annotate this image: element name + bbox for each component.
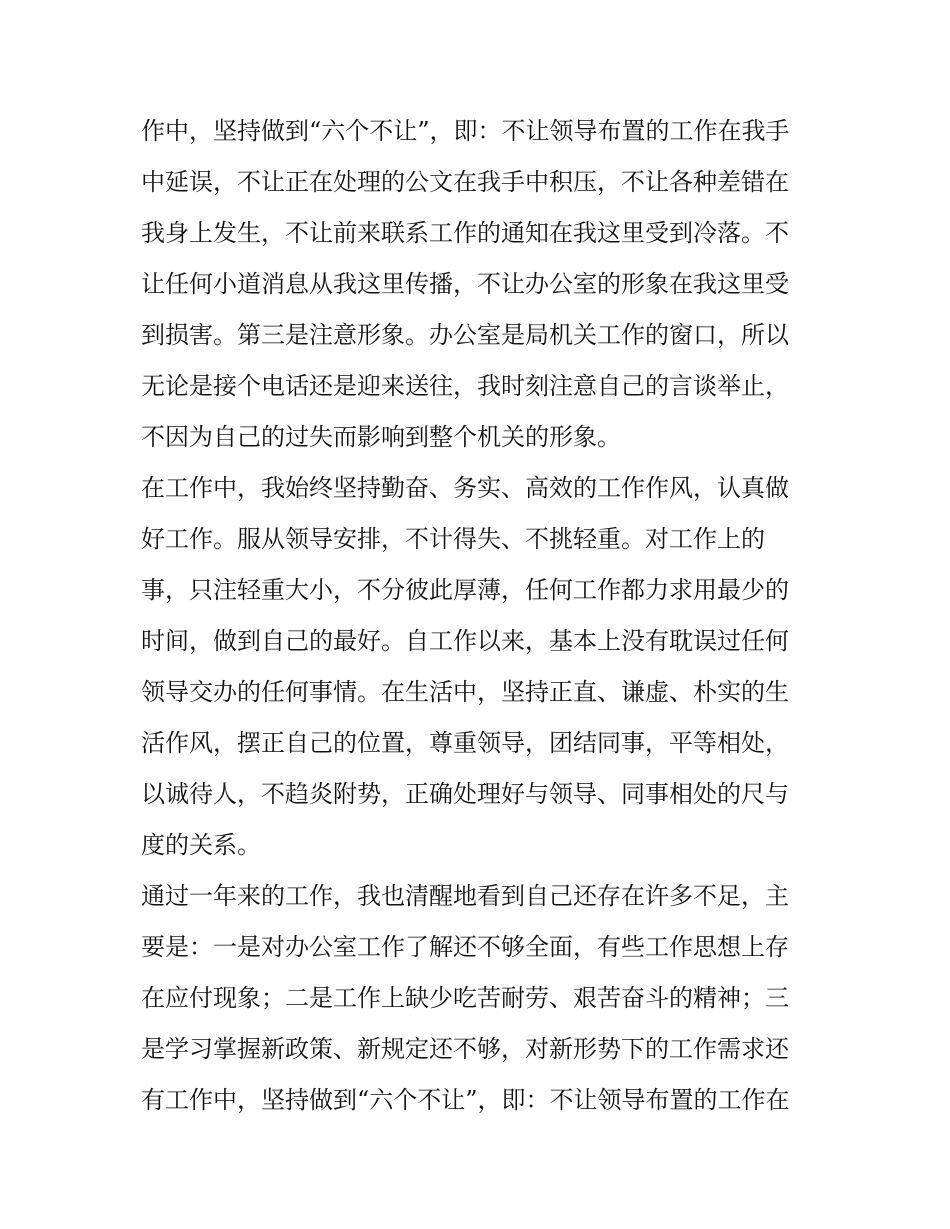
- text-line: 时间，做到自己的最好。自工作以来，基本上没有耽误过任何: [141, 627, 789, 655]
- text-line: 是学习掌握新政策、新规定还不够，对新形势下的工作需求还: [141, 1035, 789, 1063]
- text-line: 中延误，不让正在处理的公文在我手中积压，不让各种差错在: [141, 168, 789, 196]
- text-line: 不因为自己的过失而影响到整个机关的形象。: [141, 423, 621, 451]
- text-line: 通过一年来的工作，我也清醒地看到自己还存在许多不足，主: [141, 882, 789, 910]
- text-line: 有工作中，坚持做到“六个不让”，即：不让领导布置的工作在: [141, 1086, 790, 1114]
- text-line: 以诚待人，不趋炎附势，正确处理好与领导、同事相处的尺与: [141, 780, 789, 808]
- text-line: 在工作中，我始终坚持勤奋、务实、高效的工作作风，认真做: [141, 474, 789, 502]
- text-line: 度的关系。: [141, 831, 261, 859]
- text-line: 无论是接个电话还是迎来送往，我时刻注意自己的言谈举止，: [141, 372, 789, 400]
- document-body: [141, 106, 821, 1126]
- text-line: 到损害。第三是注意形象。办公室是局机关工作的窗口，所以: [141, 321, 789, 349]
- text-line: 我身上发生，不让前来联系工作的通知在我这里受到冷落。不: [141, 219, 789, 247]
- text-line: 好工作。服从领导安排，不计得失、不挑轻重。对工作上的: [141, 525, 765, 553]
- text-line: 领导交办的任何事情。在生活中，坚持正直、谦虚、朴实的生: [141, 678, 789, 706]
- text-line: 活作风，摆正自己的位置，尊重领导，团结同事，平等相处，: [141, 729, 789, 757]
- text-line: 作中，坚持做到“六个不让”，即：不让领导布置的工作在我手: [141, 117, 790, 145]
- text-line: 在应付现象；二是工作上缺少吃苦耐劳、艰苦奋斗的精神；三: [141, 984, 789, 1012]
- text-line: 让任何小道消息从我这里传播，不让办公室的形象在我这里受: [141, 270, 789, 298]
- text-line: 要是：一是对办公室工作了解还不够全面，有些工作思想上存: [141, 933, 789, 961]
- text-line: 事，只注轻重大小，不分彼此厚薄，任何工作都力求用最少的: [141, 576, 789, 604]
